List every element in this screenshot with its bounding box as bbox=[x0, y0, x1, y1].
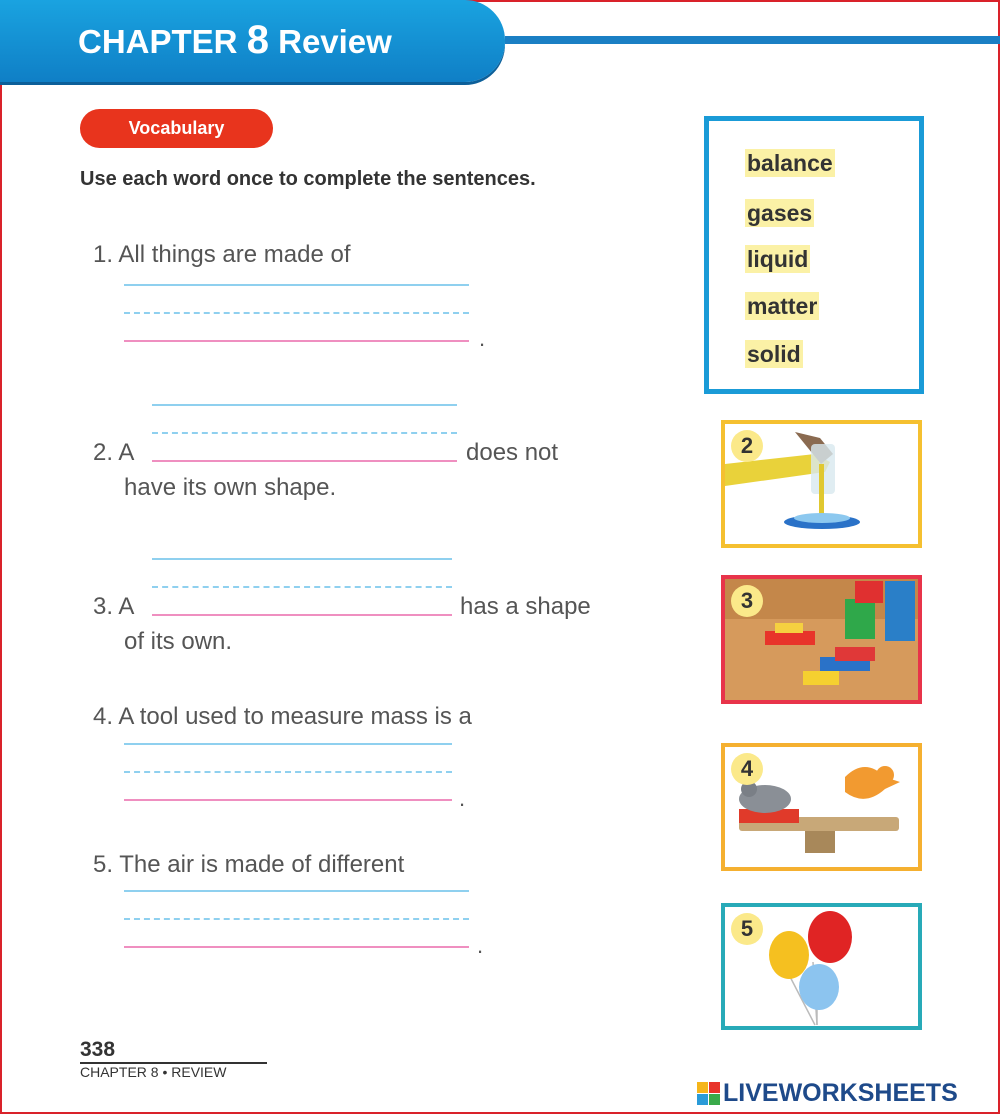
page-number: 338 bbox=[80, 1038, 116, 1061]
answer-line-3[interactable] bbox=[152, 558, 452, 616]
word-liquid: liquid bbox=[747, 246, 809, 272]
question-text: A bbox=[118, 439, 135, 466]
question-4 bbox=[93, 703, 472, 731]
chapter-title: CHAPTER 8 Review bbox=[78, 18, 392, 62]
question-2-line2: have its own shape. bbox=[124, 474, 337, 501]
brand-text: LIVEWORKSHEETS bbox=[723, 1078, 958, 1107]
word-solid: solid bbox=[747, 341, 801, 367]
question-3-line2: of its own. bbox=[124, 628, 233, 655]
picture-badge: 4 bbox=[731, 753, 763, 785]
question-2 bbox=[93, 439, 134, 467]
picture-badge: 3 bbox=[731, 585, 763, 617]
question-2-after: does not bbox=[466, 439, 559, 466]
picture-solid bbox=[721, 575, 922, 704]
question-text: A bbox=[118, 593, 135, 620]
liveworksheets-brand[interactable] bbox=[697, 1078, 958, 1108]
answer-line-5[interactable] bbox=[124, 890, 469, 948]
period: . bbox=[477, 933, 484, 958]
question-1 bbox=[93, 241, 350, 269]
question-text: A tool used to measure mass is a bbox=[118, 703, 472, 730]
answer-line-1[interactable] bbox=[124, 284, 469, 342]
answer-line-2[interactable] bbox=[152, 404, 457, 462]
question-text: All things are made of bbox=[118, 241, 351, 268]
word-balance: balance bbox=[747, 150, 833, 176]
question-5 bbox=[93, 851, 404, 879]
period: . bbox=[479, 326, 486, 351]
word-bank bbox=[704, 116, 924, 394]
liveworksheets-logo-icon bbox=[697, 1082, 720, 1105]
header-rule bbox=[505, 36, 1000, 44]
question-number: 3. bbox=[93, 593, 114, 620]
answer-line-4[interactable] bbox=[124, 743, 452, 801]
picture-balance bbox=[721, 743, 922, 871]
question-3-after: has a shape bbox=[460, 593, 591, 620]
question-3 bbox=[93, 593, 134, 621]
question-number: 4. bbox=[93, 703, 114, 730]
period: . bbox=[459, 786, 466, 811]
question-number: 2. bbox=[93, 439, 114, 466]
question-number: 5. bbox=[93, 851, 114, 878]
word-matter: matter bbox=[747, 293, 818, 319]
picture-badge: 2 bbox=[731, 430, 763, 462]
picture-liquid bbox=[721, 420, 922, 548]
instructions: Use each word once to complete the sentences. bbox=[80, 168, 536, 190]
footer-label: CHAPTER 8 • REVIEW bbox=[80, 1064, 227, 1080]
picture-gases bbox=[721, 903, 922, 1030]
picture-badge: 5 bbox=[731, 913, 763, 945]
vocabulary-badge: Vocabulary bbox=[80, 109, 273, 148]
question-text: The air is made of different bbox=[119, 851, 405, 878]
word-gases: gases bbox=[747, 200, 813, 226]
question-number: 1. bbox=[93, 241, 114, 268]
